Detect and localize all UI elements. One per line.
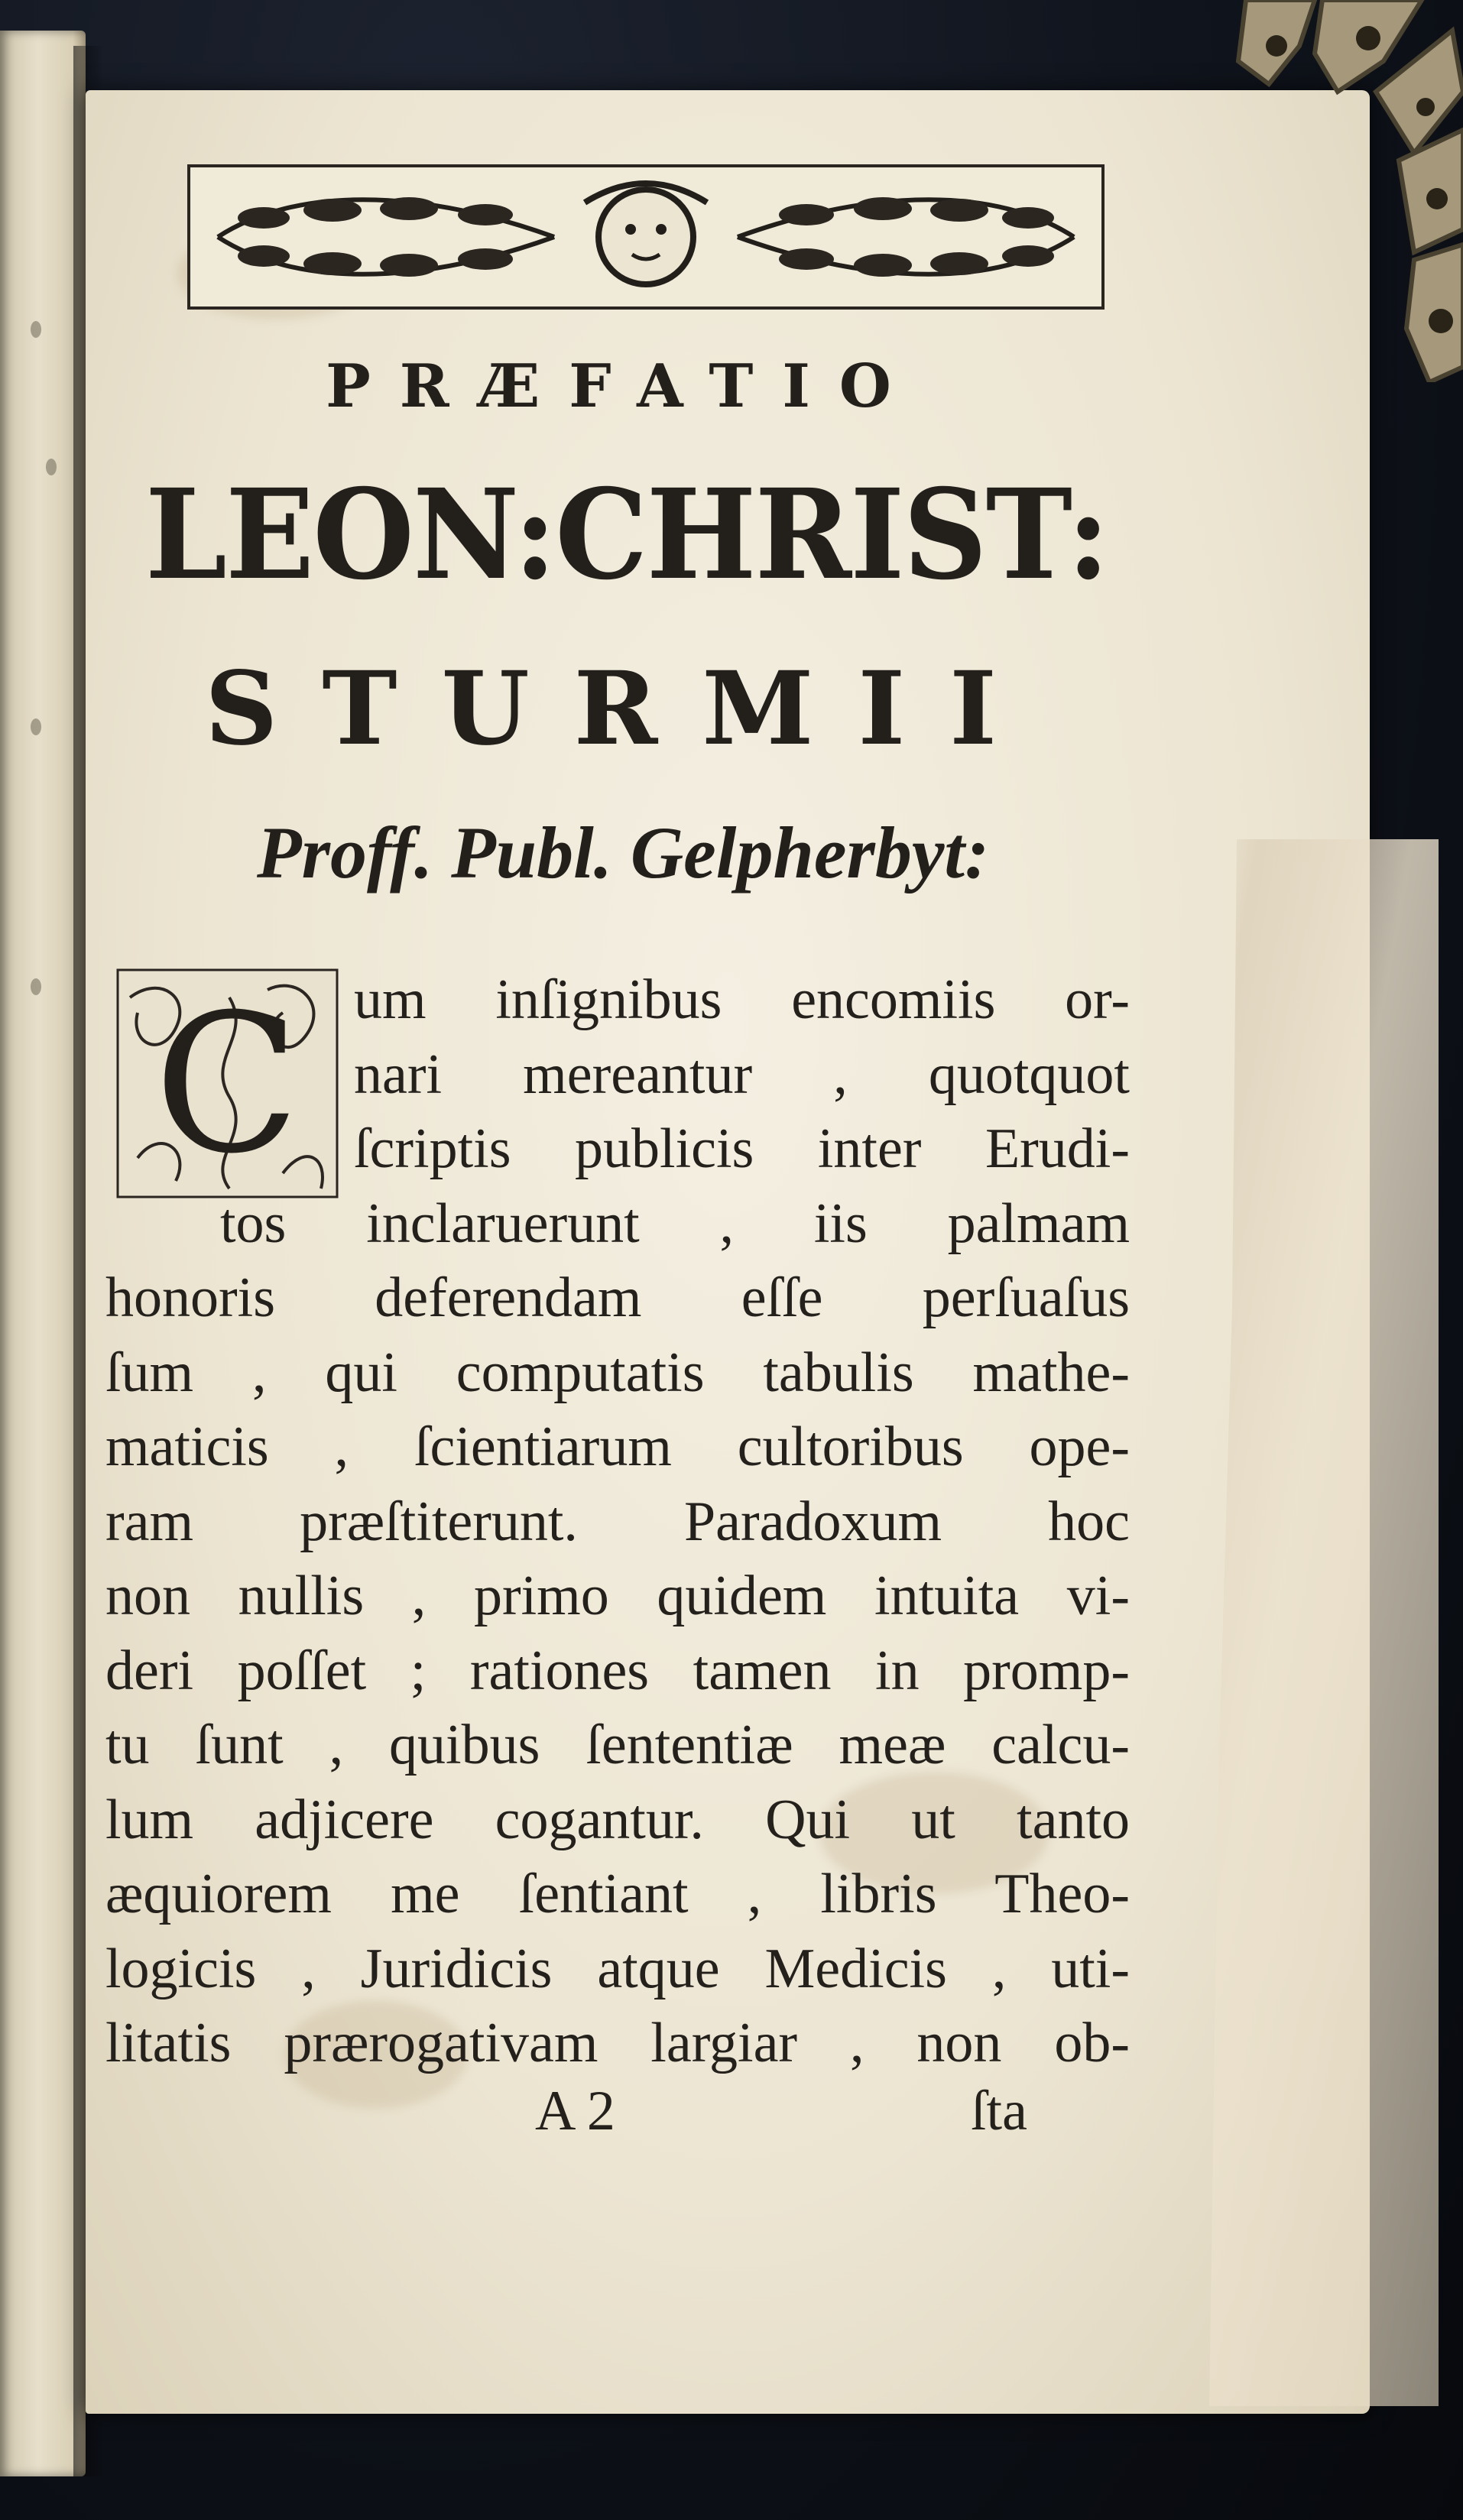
text-line: æquiorem me ſentiant , libris Theo-	[105, 1863, 1130, 1925]
page-mark	[46, 459, 57, 475]
metal-clasp-ornament	[1223, 0, 1463, 382]
page-footer	[535, 2079, 1070, 2140]
headpiece-ornament	[187, 164, 1105, 310]
heading-author-title: Proff. Publ. Gelpherbyt:	[256, 812, 990, 894]
damaged-margin	[1209, 839, 1439, 2406]
text-line: ſum , qui computatis tabulis mathe-	[105, 1341, 1130, 1404]
text-line: non nullis , primo quidem intuita vi-	[105, 1565, 1130, 1627]
heading-praefatio: PRÆFATIO	[326, 352, 920, 421]
text-line: maticis , ſcientiarum cultoribus ope-	[105, 1416, 1130, 1478]
text-line: um inſignibus encomiis or-	[354, 968, 1130, 1031]
text-line: deri poſſet ; rationes tamen in promp-	[105, 1639, 1130, 1702]
text-line: lum adjicere cogantur. Qui ut tanto	[105, 1788, 1130, 1851]
text-line: tos inclaruerunt , iis palmam	[220, 1192, 1130, 1255]
catchword: ſta	[971, 2080, 1027, 2142]
page-mark	[31, 321, 41, 338]
page-mark	[31, 718, 41, 735]
body-text	[105, 963, 1130, 2081]
text-line: ſcriptis publicis inter Erudi-	[354, 1117, 1130, 1180]
text-line: litatis prærogativam largiar , non ob-	[105, 2012, 1130, 2074]
signature-mark: A 2	[535, 2080, 615, 2142]
initial-letter: C	[154, 973, 300, 1195]
heading-surname: STURMII	[205, 650, 1041, 768]
text-line: ram præſtiterunt. Paradoxum hoc	[105, 1490, 1130, 1553]
text-line: logicis , Juridicis atque Medicis , uti-	[105, 1937, 1130, 2000]
text-line: nari mereantur , quotquot	[354, 1043, 1130, 1106]
page-mark	[31, 978, 41, 995]
text-line: tu ſunt , quibus ſententiæ meæ calcu-	[105, 1714, 1130, 1776]
text-line: honoris deferendam eſſe perſuaſus	[105, 1266, 1130, 1329]
heading-author-name: LEON:CHRIST:	[144, 462, 1109, 608]
